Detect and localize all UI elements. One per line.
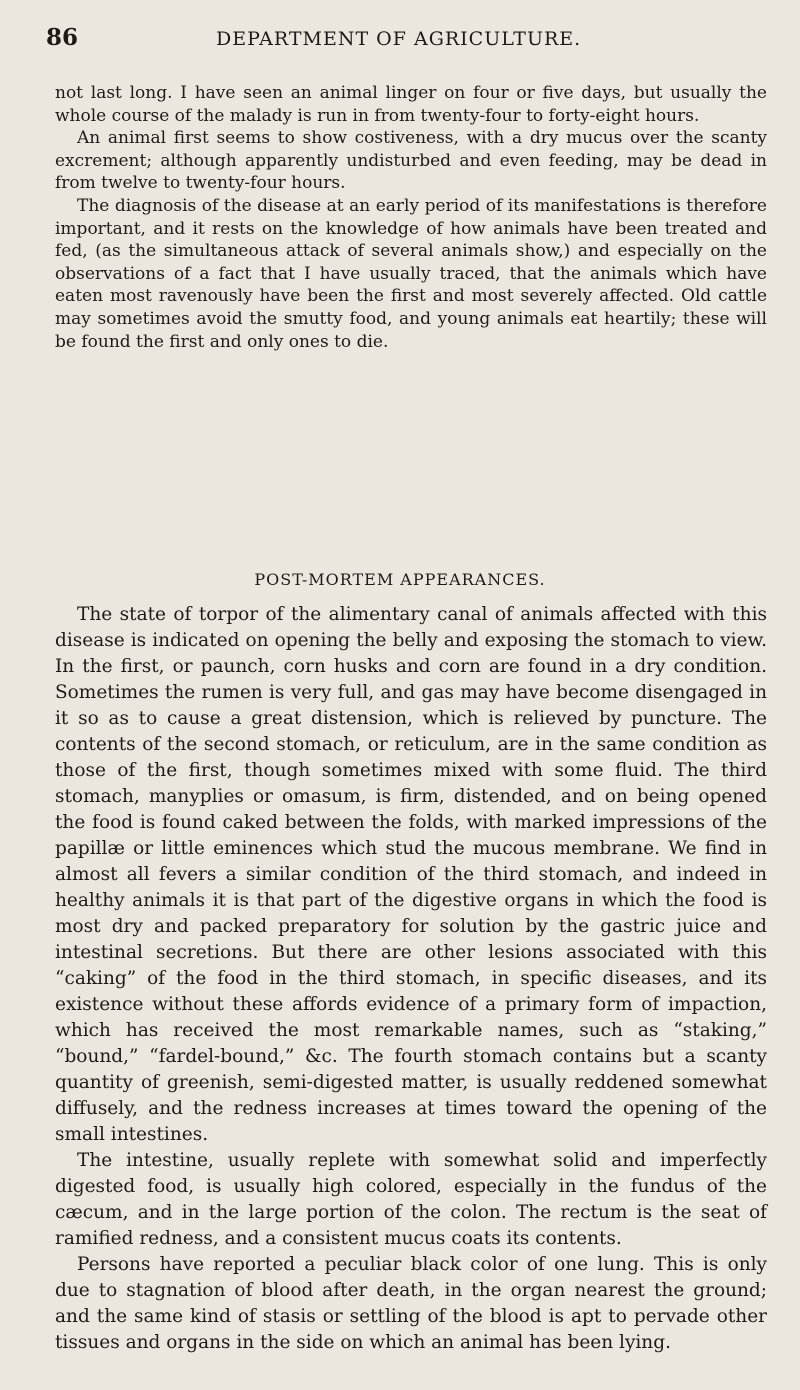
post-mortem-section bbox=[55, 602, 767, 1356]
section-heading: POST-MORTEM APPEARANCES. bbox=[254, 570, 546, 589]
page-number: 86 bbox=[46, 24, 79, 51]
paragraph: An animal first seems to show costiveness, with a dry mucus over the scanty excrement; although apparently undisturbed and even feeding, may be dead in from twelve to twenty-four hours. bbox=[55, 128, 767, 194]
running-head bbox=[46, 24, 754, 54]
paragraph: The state of torpor of the alimentary canal of animals affected with this disease is indicated on opening the belly and exposing the stomach to view. In the first, or paunch, corn husks and corn are found in a dry condition. Sometimes the rumen is very full, and gas may have become disengaged in it so as to cause a great distension, which is relieved by puncture. The contents of the second stomach, or reticulum, are in the same condition as those of the first, though sometimes mixed with some fluid. The third stomach, manyplies or omasum, is firm, distended, and on being opened the food is found caked between the folds, with marked impressions of the papillæ or little eminences which stud the mucous membrane. We find in almost all fevers a similar condition of the third stomach, and indeed in healthy animals it is that part of the digestive organs in which the food is most dry and packed preparatory for solution by the gastric juice and intestinal secretions. But there are other lesions associated with this “caking” of the food in the third stomach, in specific diseases, and its existence without these affords evidence of a primary form of impaction, which has received the most remarkable names, such as “staking,” “bound,” “fardel-bound,” &c. The fourth stomach contains but a scanty quantity of greenish, semi-digested matter, is usually reddened somewhat diffusely, and the redness increases at times toward the opening of the small intestines. bbox=[55, 604, 767, 1145]
running-title: DEPARTMENT OF AGRICULTURE. bbox=[216, 28, 582, 50]
paragraph: Persons have reported a peculiar black color of one lung. This is only due to stagnation of blood after death, in the organ nearest the ground; and the same kind of stasis or settling of the blood is apt to pervade other tissues and organs in the side on which an animal has been lying. bbox=[55, 1254, 767, 1353]
paragraph: not last long. I have seen an animal linger on four or five days, but usually the whole course of the malady is run in from twenty-four to forty-eight hours. bbox=[55, 83, 767, 126]
opening-section bbox=[55, 82, 767, 353]
paragraph: The intestine, usually replete with somewhat solid and imperfectly digested food, is usually high colored, especially in the fundus of the cæcum, and in the large portion of the colon. The rectum is the seat of ramified redness, and a consistent mucus coats its contents. bbox=[55, 1150, 767, 1249]
paragraph: The diagnosis of the disease at an early period of its manifestations is therefore important, and it rests on the knowledge of how animals have been treated and fed, (as the simultaneous attack of several animals show,) and especially on the observations of a fact that I have usually traced, that the animals which have eaten most ravenously have been the first and most severely affected. Old cattle may sometimes avoid the smutty food, and young animals eat heartily; these will be found the first and only ones to die. bbox=[55, 195, 767, 352]
